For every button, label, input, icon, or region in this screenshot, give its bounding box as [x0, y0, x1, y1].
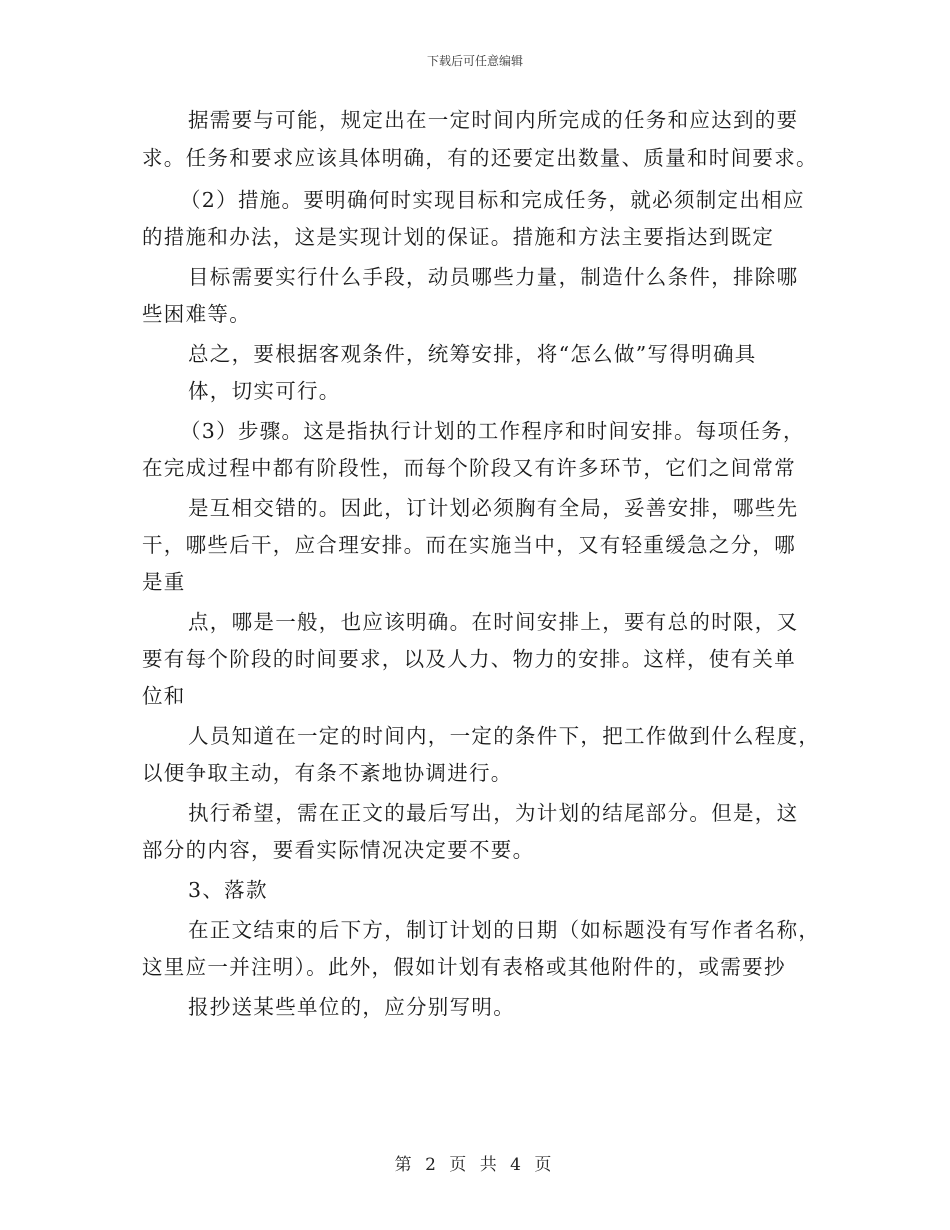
text-line: （2）措施。要明确何时实现目标和完成任务，就必须制定出相应 — [180, 188, 805, 212]
text-line: 人员知道在一定的时间内，一定的条件下，把工作做到什么程度， — [188, 724, 821, 748]
section-heading: 3、落款 — [188, 878, 268, 902]
text-line: 这里应一并注明）。此外，假如计划有表格或其他附件的，或需要抄 — [142, 955, 786, 979]
text-line: 以便争取主动，有条不紊地协调进行。 — [142, 761, 513, 785]
text-line: 据需要与可能，规定出在一定时间内所完成的任务和应达到的要 — [188, 108, 799, 132]
text-line: 在正文结束的后下方，制订计划的日期（如标题没有写作者名称， — [188, 918, 821, 942]
page-number: 第 2 页 共 4 页 — [394, 1155, 556, 1175]
text-line: 部分的内容，要看实际情况决定要不要。 — [142, 838, 535, 862]
text-line: 目标需要实行什么手段，动员哪些力量，制造什么条件，排除哪 — [188, 265, 799, 289]
text-line: 报抄送某些单位的，应分别写明。 — [188, 995, 515, 1019]
text-line: 是重 — [142, 570, 186, 594]
page-header: 下载后可任意编辑 — [426, 54, 523, 68]
text-line: 是互相交错的。因此，订计划必须胸有全局，妥善安排，哪些先 — [188, 496, 799, 520]
text-line: 要有每个阶段的时间要求，以及人力、物力的安排。这样，使有关单 — [142, 647, 796, 671]
text-line: 位和 — [142, 684, 186, 708]
text-line: 在完成过程中都有阶段性，而每个阶段又有许多环节，它们之间常常 — [142, 456, 796, 480]
text-line: 总之，要根据客观条件，统筹安排，将“怎么做”写得明确具 — [188, 342, 757, 366]
text-line: 求。任务和要求应该具体明确，有的还要定出数量、质量和时间要求。 — [142, 146, 818, 170]
text-line: 体，切实可行。 — [188, 379, 341, 403]
text-line: （3）步骤。这是指执行计划的工作程序和时间安排。每项任务， — [180, 419, 805, 443]
text-line: 执行希望，需在正文的最后写出，为计划的结尾部分。但是，这 — [188, 801, 799, 825]
text-line: 点，哪是一般，也应该明确。在时间安排上，要有总的时限，又 — [188, 610, 799, 634]
text-line: 些困难等。 — [142, 302, 251, 326]
text-line: 干，哪些后干，应合理安排。而在实施当中，又有轻重缓急之分，哪 — [142, 533, 796, 557]
text-line: 的措施和办法，这是实现计划的保证。措施和方法主要指达到既定 — [142, 225, 775, 249]
